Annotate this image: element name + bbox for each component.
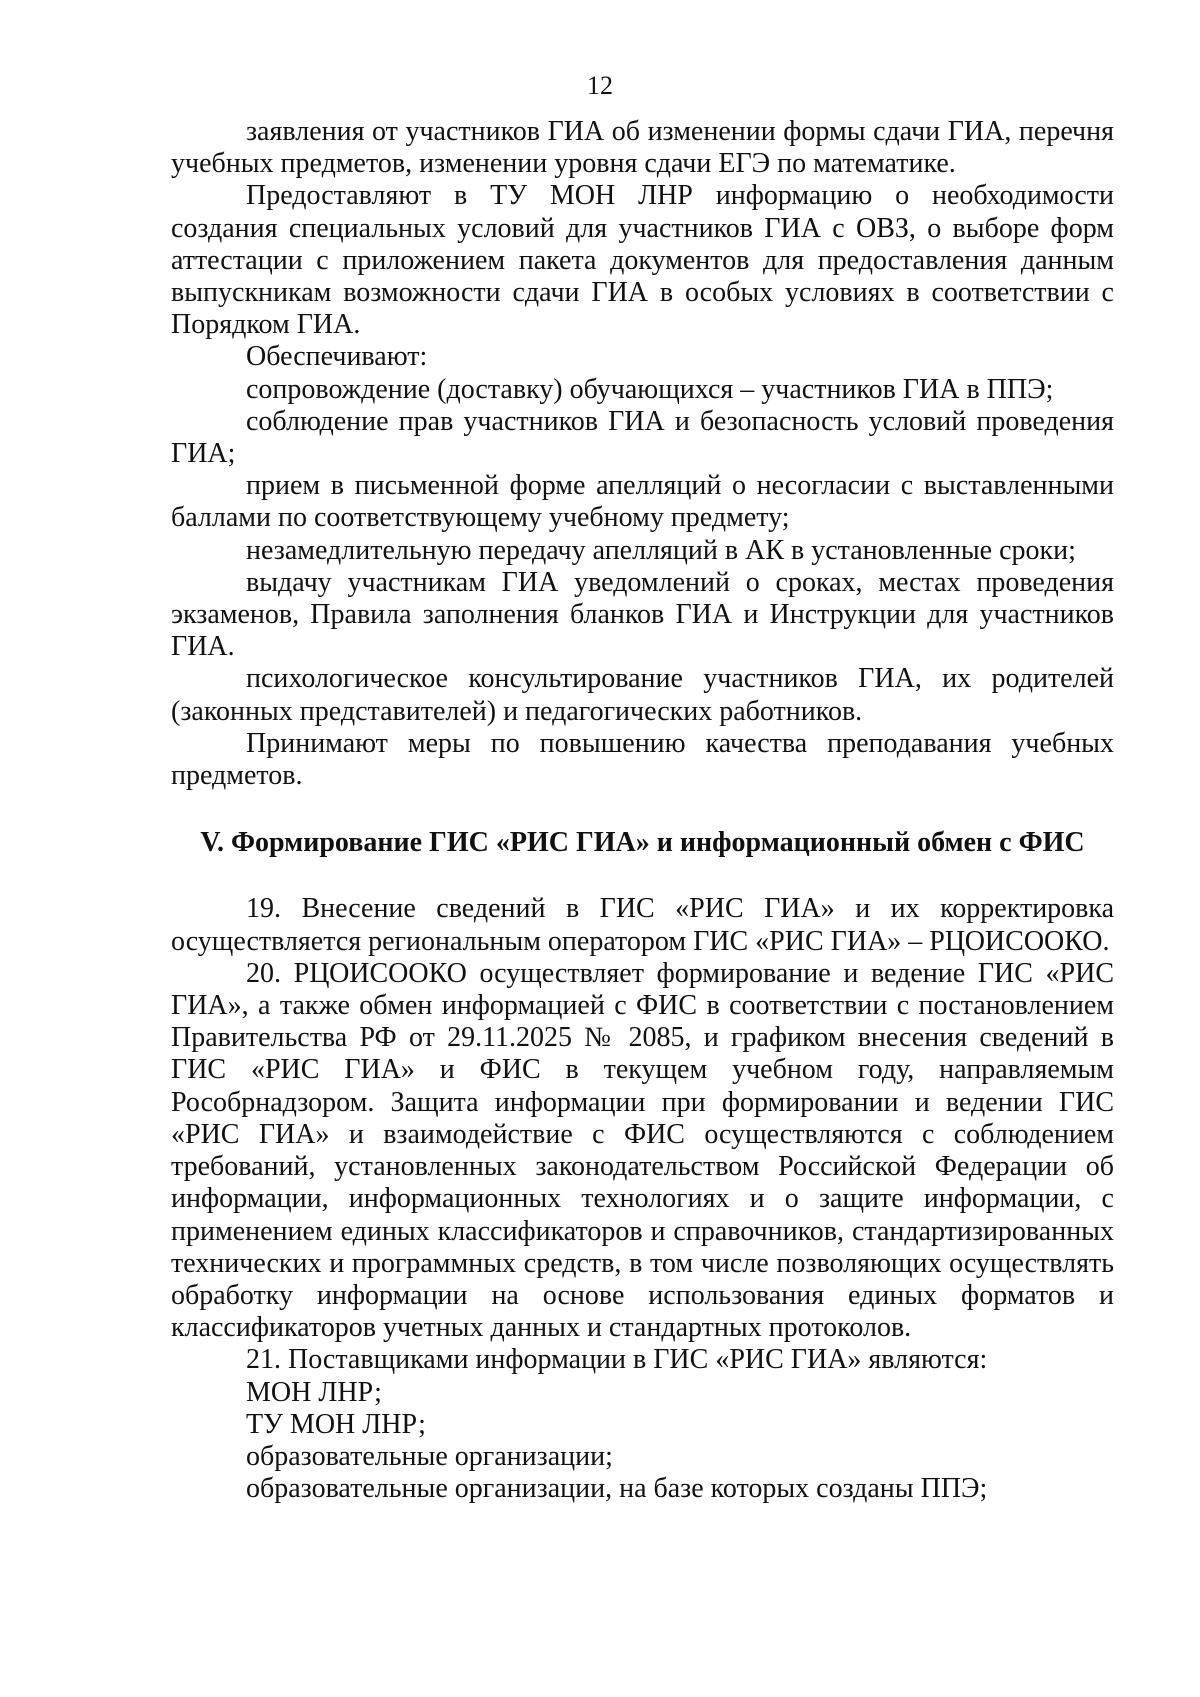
- section-heading: V. Формирование ГИС «РИС ГИА» и информационный обмен с ФИС: [200, 827, 1085, 859]
- paragraph: выдачу участникам ГИА уведомлений о сроках, местах проведения экзаменов, Правила заполнения бланков ГИА и Инструкции для участников ГИА.: [171, 566, 1114, 663]
- page-number: 12: [587, 71, 613, 100]
- paragraph: психологическое консультирование участников ГИА, их родителей (законных представителей) и педагогических работников.: [171, 663, 1114, 727]
- paragraph: Предоставляют в ТУ МОН ЛНР информацию о необходимости создания специальных условий для участников ГИА с ОВЗ, о выборе форм аттестации с приложением пакета документов для предоставления данным выпускникам возможности сдачи ГИА в особых условиях в соответствии с Порядком ГИА.: [171, 180, 1114, 341]
- paragraph: прием в письменной форме апелляций о несогласии с выставленными баллами по соответствующему учебному предмету;: [171, 470, 1114, 534]
- document-body: [171, 116, 1114, 1505]
- paragraph: незамедлительную передачу апелляций в АК в установленные сроки;: [246, 534, 1076, 566]
- paragraph: ТУ МОН ЛНР;: [246, 1408, 426, 1440]
- paragraph: соблюдение прав участников ГИА и безопасность условий проведения ГИА;: [171, 405, 1114, 470]
- paragraph: заявления от участников ГИА об изменении формы сдачи ГИА, перечня учебных предметов, изменении уровня сдачи ЕГЭ по математике.: [171, 116, 1114, 180]
- paragraph: 19. Внесение сведений в ГИС «РИС ГИА» и их корректировка осуществляется региональным оператором ГИС «РИС ГИА» – РЦОИСООКО.: [171, 893, 1114, 957]
- paragraph: Принимают меры по повышению качества преподавания учебных предметов.: [171, 727, 1114, 792]
- paragraph: МОН ЛНР;: [246, 1376, 382, 1408]
- paragraph: образовательные организации, на базе которых созданы ППЭ;: [246, 1473, 988, 1505]
- paragraph: Обеспечивают:: [246, 341, 428, 373]
- paragraph: сопровождение (доставку) обучающихся – участников ГИА в ППЭ;: [246, 373, 1054, 405]
- paragraph: 21. Поставщиками информации в ГИС «РИС ГИА» являются:: [246, 1344, 988, 1376]
- paragraph: образовательные организации;: [246, 1440, 613, 1472]
- paragraph: 20. РЦОИСООКО осуществляет формирование и ведение ГИС «РИС ГИА», а также обмен информацией с ФИС в соответствии с постановлением Правительства РФ от 29.11.2025 № 2085, и графиком внесения сведений в ГИС «РИС ГИА» и ФИС в текущем учебном году, направляемым Рособрнадзором. Защита информации при формировании и ведении ГИС «РИС ГИА» и взаимодействие с ФИС осуществляются с соблюдением требований, установленных законодательством Российской Федерации об информации, информационных технологиях и о защите информации, с применением единых классификаторов и справочников, стандартизированных технических и программных средств, в том числе позволяющих осуществлять обработку информации на основе использования единых форматов и классификаторов учетных данных и стандартных протоколов.: [171, 957, 1114, 1344]
